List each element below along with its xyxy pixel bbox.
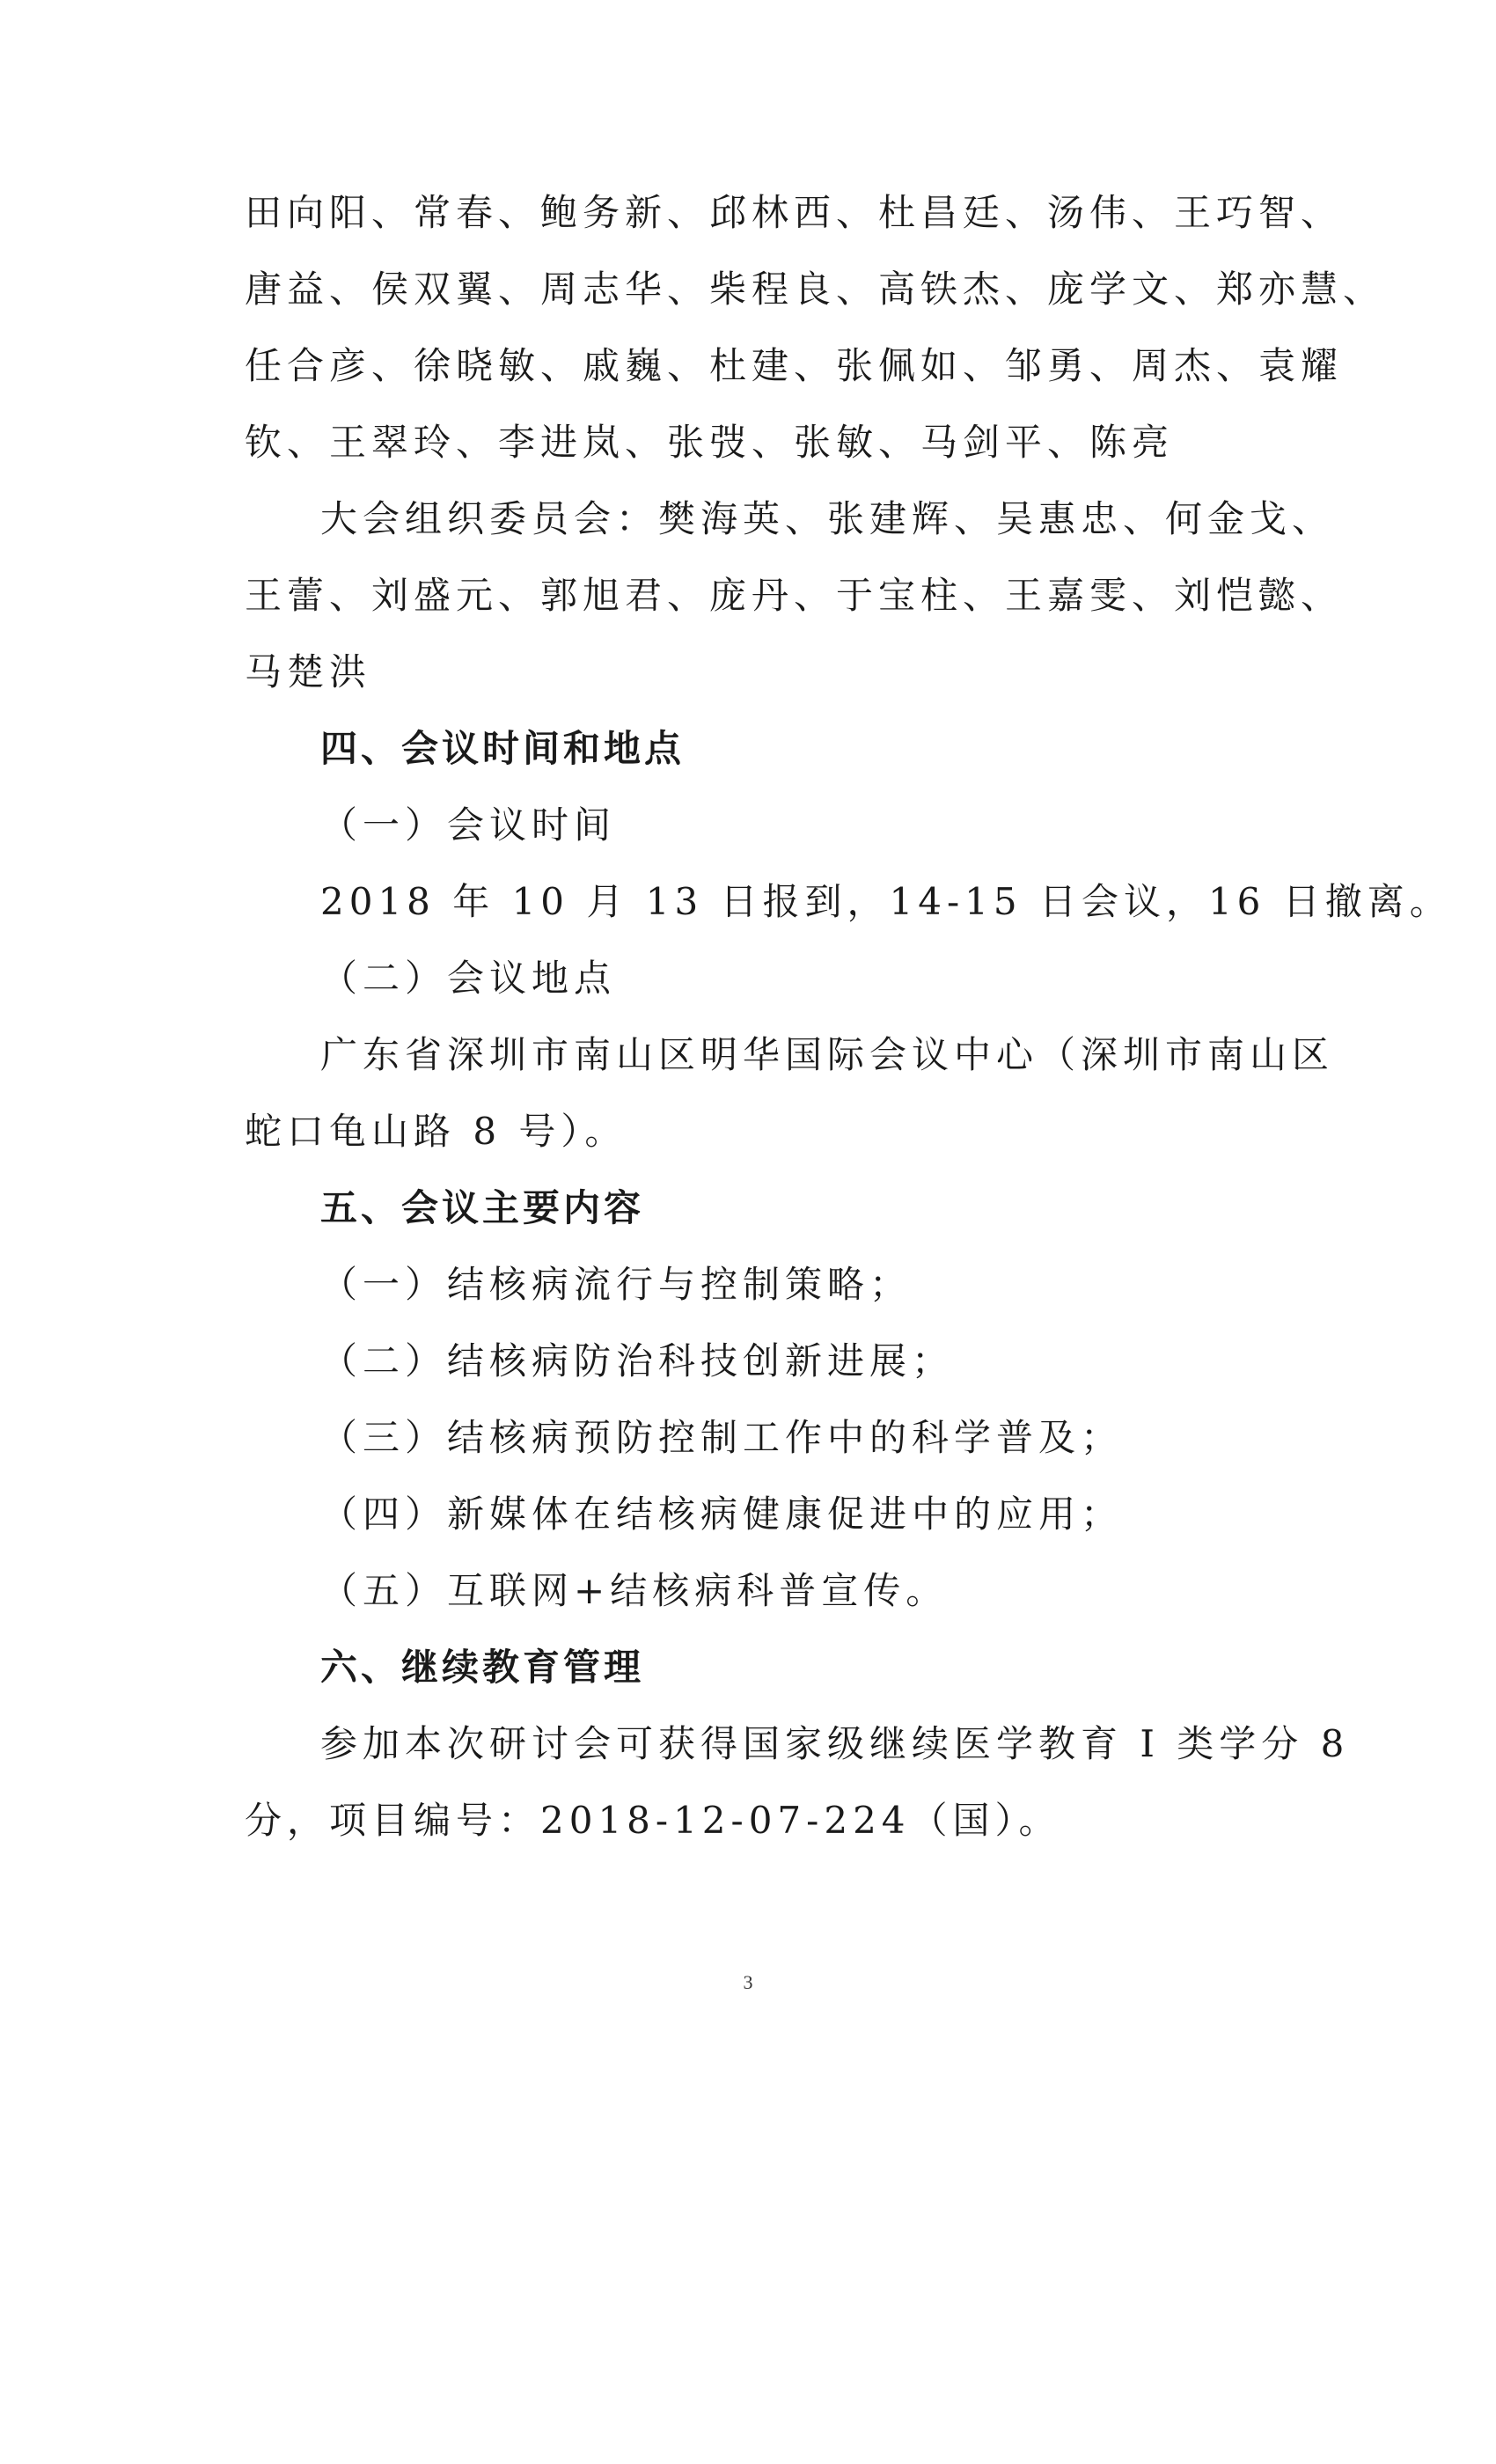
page-number: 3 [743,1971,753,1993]
organizing-committee-line-1: 大会组织委员会：樊海英、张建辉、吴惠忠、何金戈、 [320,497,1335,540]
continuing-education-line-1: 参加本次研讨会可获得国家级继续医学教育 I 类学分 8 [320,1722,1350,1765]
subheading-meeting-venue: （二）会议地点 [320,957,617,1000]
meeting-time-text: 2018 年 10 月 13 日报到，14-15 日会议，16 日撤离。 [320,880,1452,923]
content-item-4: （四）新媒体在结核病健康促进中的应用； [320,1492,1124,1536]
content-item-1: （一）结核病流行与控制策略； [320,1263,913,1306]
content-item-5: （五）互联网+结核病科普宣传。 [320,1569,949,1612]
section-heading-main-content: 五、会议主要内容 [320,1186,645,1229]
committee-list-line-1: 田向阳、常春、鲍务新、邱林西、杜昌廷、汤伟、王巧智、 [245,191,1344,234]
document-body [245,174,1452,1859]
committee-list-line-4: 钦、王翠玲、李进岚、张弢、张敏、马剑平、陈亮 [245,421,1175,464]
meeting-venue-line-2: 蛇口龟山路 8 号）。 [245,1110,627,1153]
subheading-meeting-time: （一）会议时间 [320,803,617,847]
organizing-committee-line-3: 马楚洪 [245,650,372,693]
committee-list-line-3: 任合彦、徐晓敏、戚巍、杜建、张佩如、邹勇、周杰、袁耀 [245,344,1344,387]
committee-list-line-2: 唐益、侯双翼、周志华、柴程良、高铁杰、庞学文、郑亦慧、 [245,268,1386,311]
content-item-3: （三）结核病预防控制工作中的科学普及； [320,1416,1124,1459]
meeting-venue-line-1: 广东省深圳市南山区明华国际会议中心（深圳市南山区 [320,1033,1335,1076]
section-heading-continuing-education: 六、继续教育管理 [320,1646,645,1689]
section-heading-time-place: 四、会议时间和地点 [320,727,686,770]
organizing-committee-line-2: 王蕾、刘盛元、郭旭君、庞丹、于宝柱、王嘉雯、刘恺懿、 [245,574,1344,617]
content-item-2: （二）结核病防治科技创新进展； [320,1339,955,1382]
continuing-education-line-2: 分，项目编号：2018-12-07-224（国）。 [245,1799,1061,1842]
